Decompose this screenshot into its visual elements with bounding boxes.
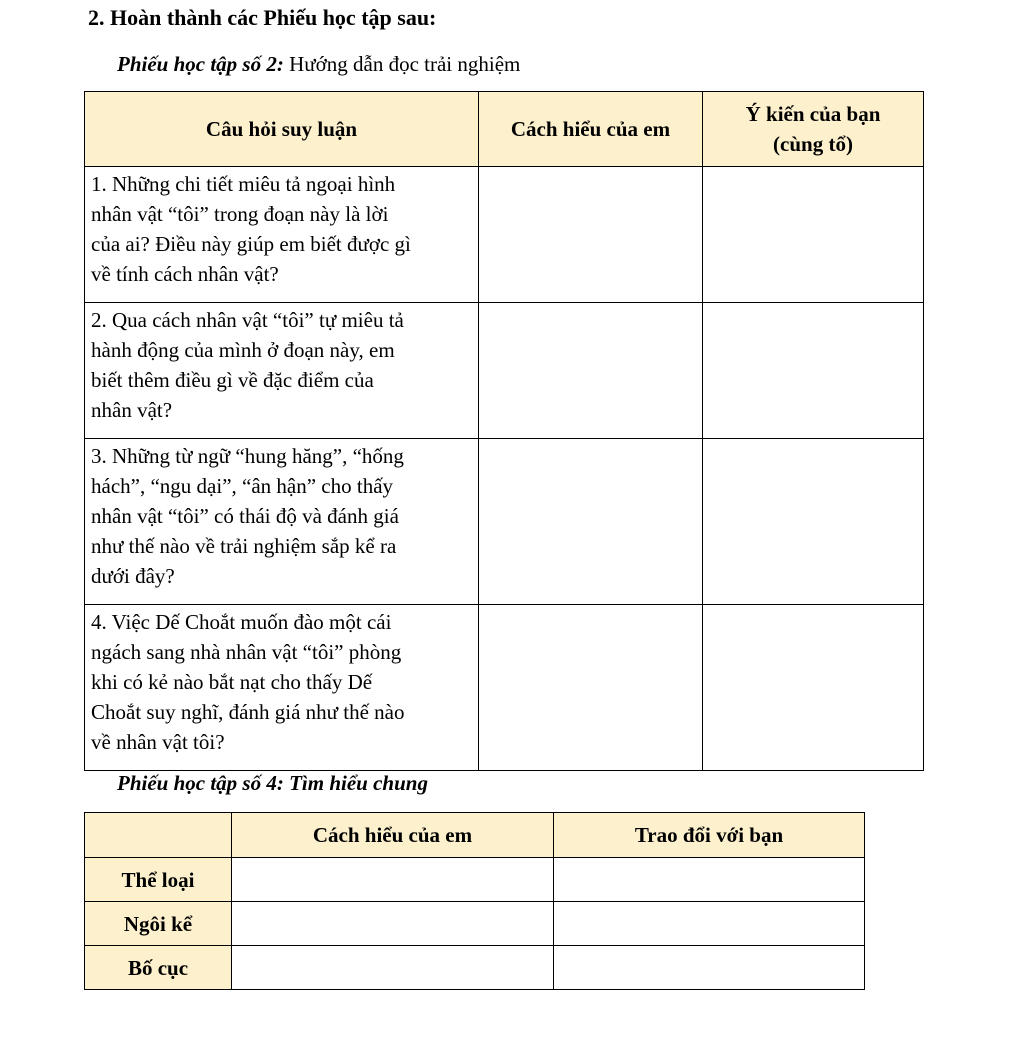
answer-cell-1-peer[interactable] — [703, 167, 924, 303]
section-heading: 2. Hoàn thành các Phiếu học tập sau: — [88, 5, 437, 30]
header-peer-opinion — [703, 92, 924, 167]
answer-cell-4-peer[interactable] — [703, 605, 924, 771]
question-2-line: nhân vật? — [91, 398, 173, 422]
sheet4-table — [84, 812, 865, 990]
question-1 — [85, 167, 479, 303]
question-3-line: như thế nào về trải nghiệm sắp kể ra — [91, 534, 397, 558]
answer-cell-1-understanding[interactable] — [479, 167, 703, 303]
header-questions: Câu hỏi suy luận — [85, 92, 479, 167]
narration-understanding-cell[interactable] — [232, 902, 554, 946]
question-1-line: của ai? Điều này giúp em biết được gì — [91, 232, 411, 256]
sheet4-row-genre — [85, 858, 865, 902]
question-3-line: dưới đây? — [91, 564, 175, 588]
sheet4-header-exchange: Trao đổi với bạn — [554, 813, 865, 858]
question-3-line: nhân vật “tôi” có thái độ và đánh giá — [91, 504, 399, 528]
question-4 — [85, 605, 479, 771]
answer-cell-4-understanding[interactable] — [479, 605, 703, 771]
answer-cell-2-peer[interactable] — [703, 303, 924, 439]
sheet2-table — [84, 91, 924, 771]
genre-understanding-cell[interactable] — [232, 858, 554, 902]
sheet4-title: Phiếu học tập số 4: Tìm hiểu chung — [117, 771, 428, 795]
row-label-narration: Ngôi kể — [85, 902, 232, 946]
header-peer-opinion-line2: (cùng tổ) — [773, 132, 853, 156]
row-label-structure: Bố cục — [85, 946, 232, 990]
question-4-line: Choắt suy nghĩ, đánh giá như thế nào — [91, 700, 405, 724]
question-row-2 — [85, 303, 924, 439]
sheet2-header-row — [85, 92, 924, 167]
question-2 — [85, 303, 479, 439]
question-3 — [85, 439, 479, 605]
question-4-line: về nhân vật tôi? — [91, 730, 225, 754]
narration-exchange-cell[interactable] — [554, 902, 865, 946]
answer-cell-3-peer[interactable] — [703, 439, 924, 605]
header-my-understanding: Cách hiểu của em — [479, 92, 703, 167]
sheet4-header-my-understanding: Cách hiểu của em — [232, 813, 554, 858]
genre-exchange-cell[interactable] — [554, 858, 865, 902]
question-row-1 — [85, 167, 924, 303]
question-4-line: ngách sang nhà nhân vật “tôi” phòng — [91, 640, 402, 664]
sheet2-title-prefix: Phiếu học tập số 2: — [117, 52, 284, 76]
answer-cell-2-understanding[interactable] — [479, 303, 703, 439]
question-2-line: hành động của mình ở đoạn này, em — [91, 338, 395, 362]
question-4-line: khi có kẻ nào bắt nạt cho thấy Dế — [91, 670, 373, 694]
structure-understanding-cell[interactable] — [232, 946, 554, 990]
sheet4-row-narration — [85, 902, 865, 946]
sheet4-header-row — [85, 813, 865, 858]
header-peer-opinion-line1: Ý kiến của bạn — [745, 102, 881, 126]
question-3-line: hách”, “ngu dại”, “ân hận” cho thấy — [91, 474, 394, 498]
sheet4-header-empty — [85, 813, 232, 858]
question-4-line: 4. Việc Dế Choắt muốn đào một cái — [91, 610, 392, 634]
sheet2-title-rest: Hướng dẫn đọc trải nghiệm — [283, 52, 521, 76]
row-label-genre: Thể loại — [85, 858, 232, 902]
answer-cell-3-understanding[interactable] — [479, 439, 703, 605]
sheet2-title — [117, 50, 520, 78]
question-row-4 — [85, 605, 924, 771]
sheet4-row-structure — [85, 946, 865, 990]
question-3-line: 3. Những từ ngữ “hung hăng”, “hống — [91, 444, 404, 468]
question-2-line: biết thêm điều gì về đặc điểm của — [91, 368, 374, 392]
question-1-line: về tính cách nhân vật? — [91, 262, 279, 286]
structure-exchange-cell[interactable] — [554, 946, 865, 990]
question-row-3 — [85, 439, 924, 605]
question-1-line: 1. Những chi tiết miêu tả ngoại hình — [91, 172, 396, 196]
question-2-line: 2. Qua cách nhân vật “tôi” tự miêu tả — [91, 308, 404, 332]
question-1-line: nhân vật “tôi” trong đoạn này là lời — [91, 202, 389, 226]
